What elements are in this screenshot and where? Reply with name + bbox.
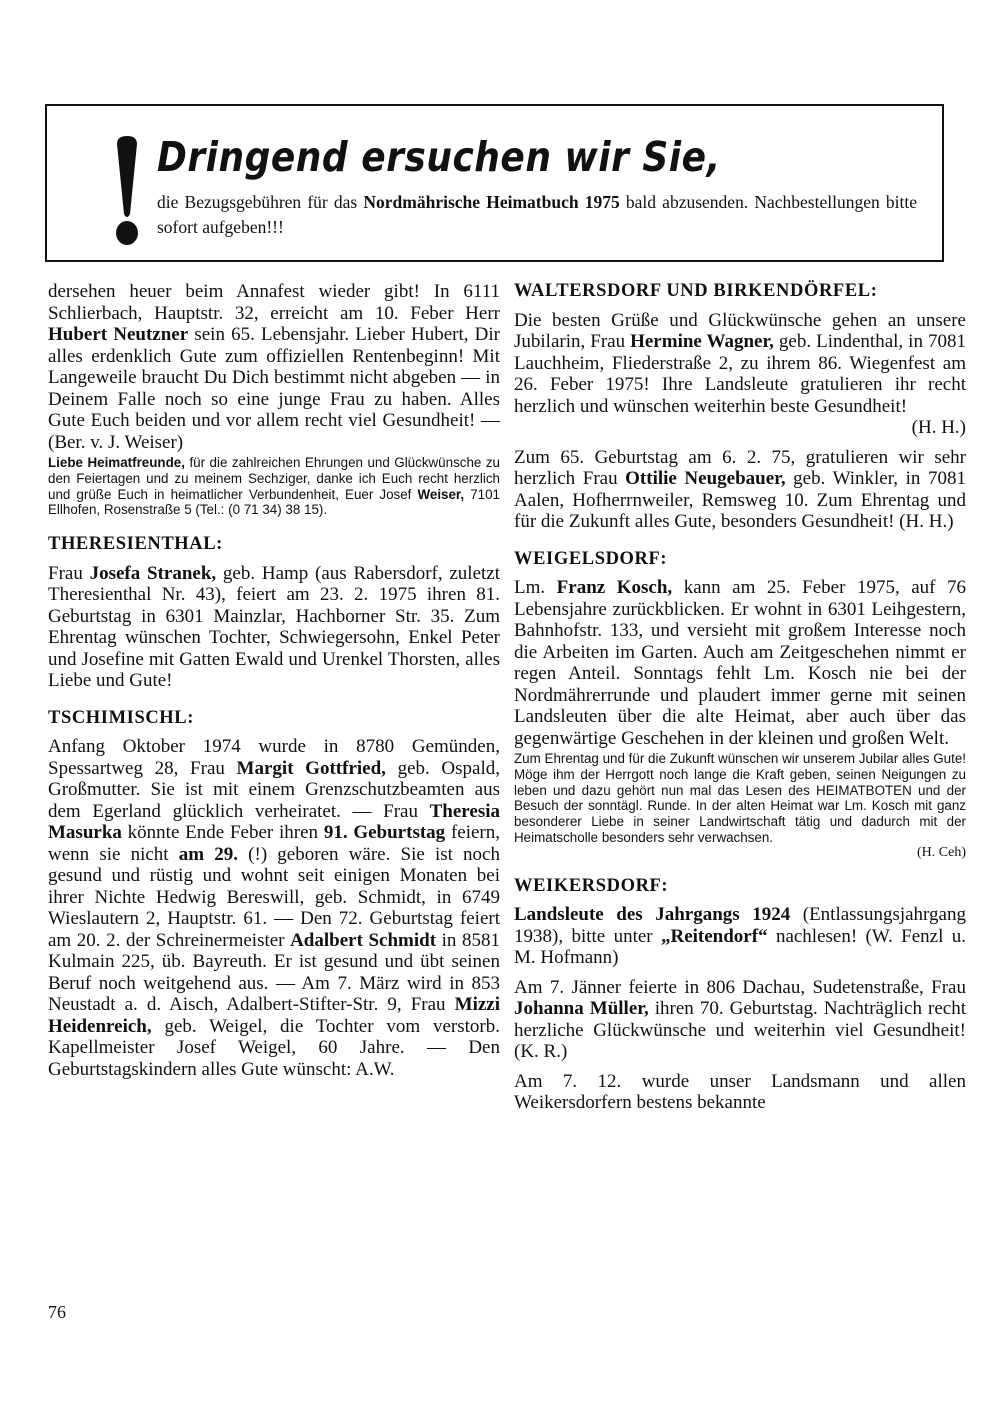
waltersdorf-paragraph-2: Zum 65. Geburtstag am 6. 2. 75, gratulieren wir sehr herzlich Frau Ottilie Neugebauer, geb. Winkler, in 7081 Aalen, Hofherrnweiler, Remsweg 10. Zum Ehrentag und für die Zukunft alles Gute, besonders Gesundheit! (H. H.): [514, 446, 966, 532]
weigelsdorf-note: Zum Ehrentag und für die Zukunft wünschen wir unserem Jubilar alles Gute! Möge ihm der Herrgott noch lange die Kraft geben, seinen Neigungen zu leben und dazu gehört nun mal das Lesen des HEIMATBOTEN und der Besuch der sonntägl. Runde. In der alten Heimat war Lm. Kosch mit ganz besonderer Liebe in seiner Landwirtschaft tätig und dadurch mit der Heimatscholle besonders sehr verwachsen.: [514, 751, 966, 845]
author-signature: (H. H.): [911, 417, 966, 438]
weikersdorf-paragraph-2: Am 7. Jänner feierte in 806 Dachau, Sudetenstraße, Frau Johanna Müller, ihren 70. Geburtstag. Nachträglich recht herzliche Glückwünsche und weiterhin viel Gesundheit! (K. R.): [514, 976, 966, 1063]
waltersdorf-paragraph-1: Die besten Grüße und Glückwünsche gehen an unsere Jubilarin, Frau Hermine Wagner, geb. Lindenthal, in 7081 Lauchheim, Fliederstraße 2, zu ihrem 86. Wiegenfest am 26. Feber 1975! Ihre Landsleute gratulieren ihr recht herzlich und wünschen weiterhin beste Gesundheit!: [514, 309, 966, 417]
weikersdorf-paragraph-1: Landsleute des Jahrgangs 1924 (Entlassungsjahrgang 1938), bitte unter „Reitendorf“ nachlesen! (W. Fenzl u. M. Hofmann): [514, 904, 966, 969]
theresienthal-paragraph: Frau Josefa Stranek, geb. Hamp (aus Rabersdorf, zuletzt Theresienthal Nr. 43), feiert am 23. 2. 1975 ihren 81. Geburtstag in 6301 Mainzlar, Hachborner Str. 35. Zum Ehrentag wünschen Tochter, Schwiegersohn, Enkel Peter und Josefine mit Gatten Ewald und Urenkel Thorsten, alles Liebe und Gute!: [48, 562, 500, 692]
section-heading-weikersdorf: WEIKERSDORF:: [514, 875, 669, 896]
notice-title: Dringend ersuchen wir Sie,: [157, 134, 721, 182]
author-signature: (H. Ceh): [917, 844, 966, 860]
weikersdorf-paragraph-3: Am 7. 12. wurde unser Landsmann und allen Weikersdorfern bestens bekannte: [514, 1070, 966, 1114]
section-heading-theresienthal: THERESIENTHAL:: [48, 534, 223, 555]
thanks-note: Liebe Heimatfreunde, für die zahlreichen Ehrungen und Glückwünsche zu den Feiertagen und zu meinem Sechziger, danke ich Euch recht herzlich und grüße Euch in heimatlicher Verbundenheit, Euer Josef Weiser, 7101 Ellhofen, Rosenstraße 5 (Tel.: (0 71 34) 38 15).: [48, 455, 500, 518]
notice-text: die Bezugsgebühren für das Nordmährische Heimatbuch 1975 bald abzusenden. Nachbestellungen bitte sofort aufgeben!!!: [157, 192, 917, 237]
weigelsdorf-paragraph: Lm. Franz Kosch, kann am 25. Feber 1975, auf 76 Lebensjahre zurückblicken. Er wohnt in 6301 Leihgestern, Bahnhofstr. 133, und versieht mit großem Interesse noch die Arbeiten im Garten. Auch am Zeitgeschehen nimmt er regen Anteil. Sonntags fehlt Lm. Kosch nie bei der Nordmährerrunde und plaudert immer gerne mit seinen Landsleuten über die alte Heimat, aber auch über das gegenwärtige Geschehen in der kleinen und großen Welt.: [514, 577, 967, 749]
right-column: [514, 281, 966, 1114]
intro-paragraph: dersehen heuer beim Annafest wieder gibt! In 6111 Schlierbach, Hauptstr. 32, erreicht am 10. Feber Herr Hubert Neutzner sein 65. Lebensjahr. Lieber Hubert, Dir alles erdenklich Gute zum offiziellen Rentenbeginn! Mit Langeweile braucht Du Dich bestimmt nicht abgeben — in Deinem Falle noch so eine junge Frau zu haben. Alles Gute Euch beiden und vor allem recht viel Gesundheit! — (Ber. v. J. Weiser): [48, 281, 500, 453]
exclamation-icon: [112, 136, 142, 246]
section-heading-waltersdorf: WALTERSDORF UND BIRKENDÖRFEL:: [514, 281, 878, 301]
section-heading-weigelsdorf: WEIGELSDORF:: [514, 548, 668, 569]
page-number: 76: [48, 1302, 66, 1322]
left-column: [48, 281, 500, 1080]
notice-box: [45, 104, 944, 262]
tschimischl-paragraph: Anfang Oktober 1974 wurde in 8780 Gemünden, Spessartweg 28, Frau Margit Gottfried, geb. Ospald, Großmutter. Sie ist mit einem Grenzschutzbeamten aus dem Egerland glücklich verheiratet. — Frau Theresia Masurka könnte Ende Feber ihren 91. Geburtstag feiern, wenn sie nicht am 29. (!) geboren wäre. Sie ist noch gesund und rüstig und wohnt seit einigen Monaten bei ihrer Nichte Hedwig Bereswill, geb. Schmidt, in 6749 Wieslautern 2, Hauptstr. 61. — Den 72. Geburtstag feiert am 20. 2. der Schreinermeister Adalbert Schmidt in 8581 Kulmain 225, üb. Bayreuth. Er ist gesund und übt seinen Beruf noch weitgehend aus. — Am 7. März wird in 853 Neustadt a. d. Aisch, Adalbert-Stifter-Str. 9, Frau Mizzi Heidenreich, geb. Weigel, die Tochter vom verstorb. Kapellmeister Josef Weigel, 60 Jahre. — Den Geburtstagskindern alles Gute wünscht: A.W.: [48, 736, 500, 1080]
section-heading-tschimischl: TSCHIMISCHL:: [48, 707, 194, 728]
